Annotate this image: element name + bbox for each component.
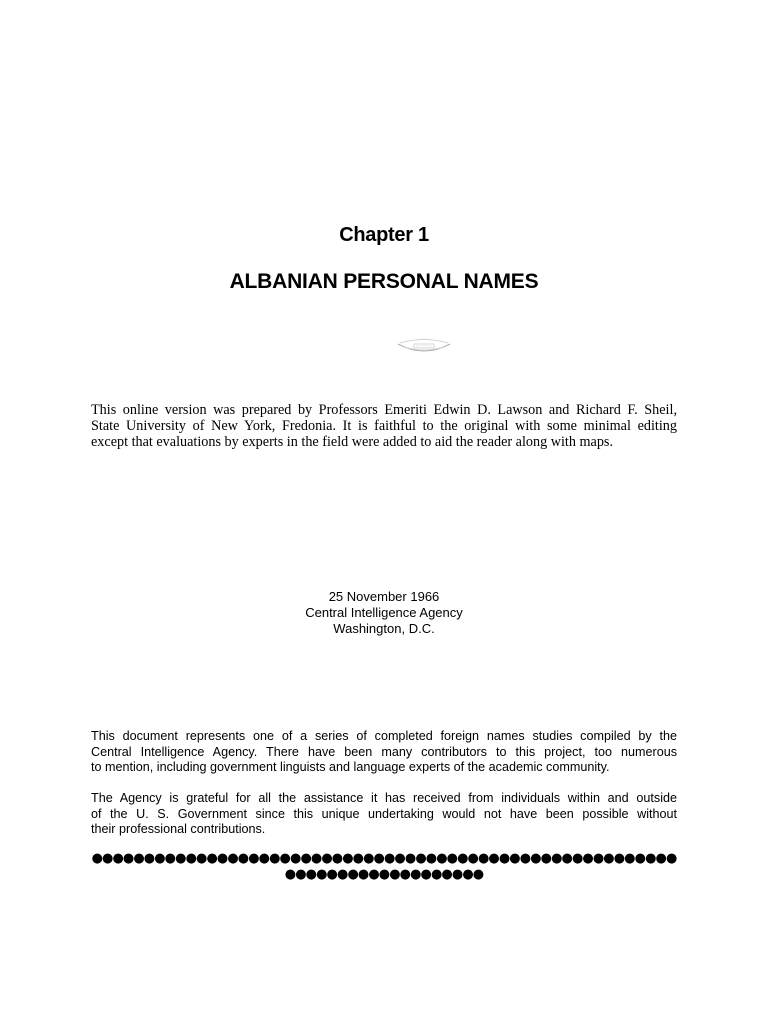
publishing-agency: Central Intelligence Agency [305,605,463,620]
publication-place: Washington, D.C. [333,621,435,636]
dot-divider-row: ●●●●●●●●●●●●●●●●●●●●●●●●●●●●●●●●●●●●●●●●●●●●●●●●●●●●●●●● [91,851,677,866]
acknowledgement-paragraph [91,791,677,838]
paragraph-line: Central Intelligence Agency. There have been many contributors to this project, too numerous [91,744,677,759]
paragraph-line: to mention, including government linguists and language experts of the academic community. [91,760,610,774]
paragraph-line: The Agency is grateful for all the assistance it has received from individuals within and outside [91,791,677,805]
chapter-title: ALBANIAN PERSONAL NAMES [229,270,539,293]
seal-ornament-icon [396,338,452,354]
series-description-paragraph [91,729,677,776]
online-note-line: State University of New York, Fredonia. It is faithful to the original with some minimal editing [91,418,677,434]
paragraph-line: of the U. S. Government since this unique undertaking would not have been possible without [91,806,677,821]
paragraph-line: their professional contributions. [91,822,266,836]
paragraph-line: This document represents one of a series of completed foreign names studies compiled by the [91,729,677,743]
online-note-line: This online version was prepared by Professors Emeriti Edwin D. Lawson and Richard F. Sheil, [91,402,677,418]
publication-date: 25 November 1966 [328,589,440,604]
dot-divider-row: ●●●●●●●●●●●●●●●●●●● [284,867,484,882]
online-version-note [91,402,677,450]
dateline [0,589,768,637]
online-note-line: except that evaluations by experts in the field were added to aid the reader along with maps. [91,434,613,450]
chapter-label: Chapter 1 [339,224,429,246]
